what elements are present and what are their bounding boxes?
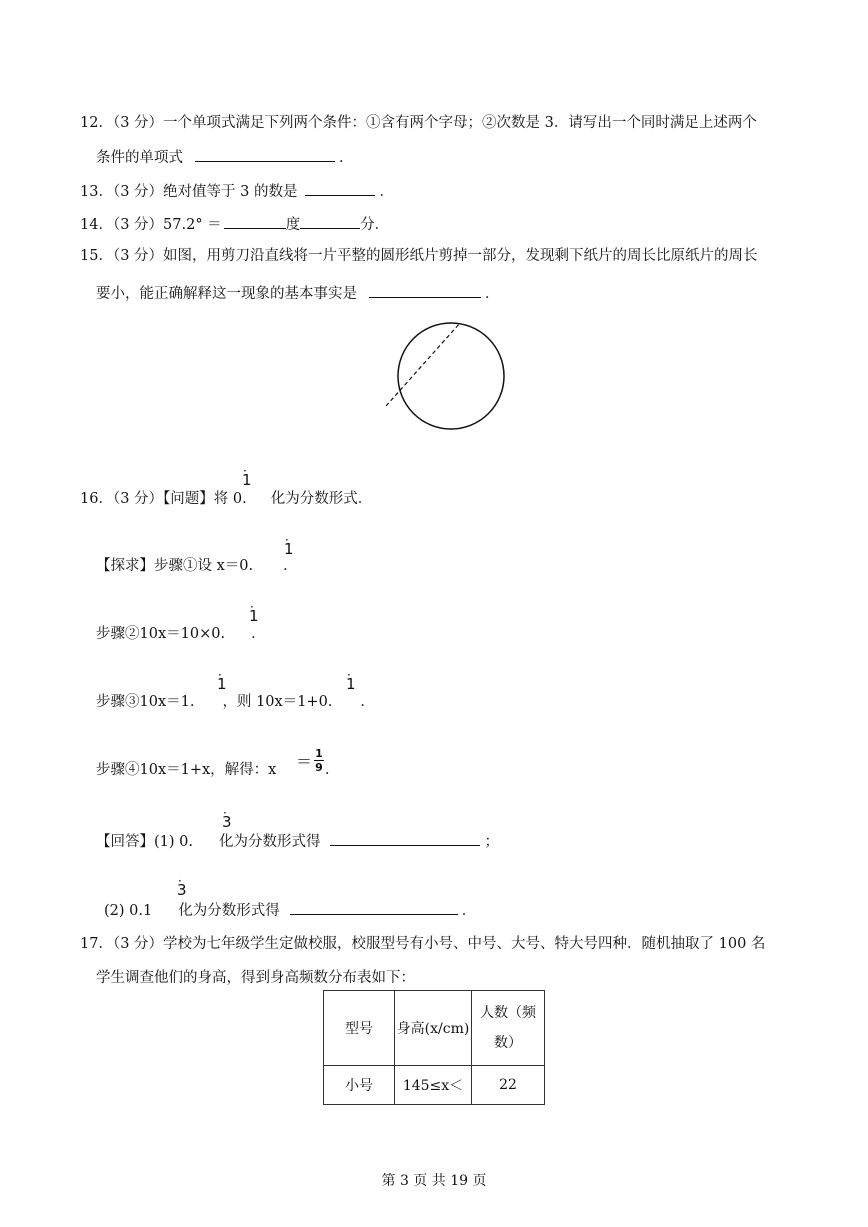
q15-line1: 15．（3 分）如图，用剪刀沿直线将一片平整的圆形纸片剪掉一部分，发现剩下纸片的周长比原纸片的周长 bbox=[80, 248, 758, 264]
header-height: 身高(x/cm) bbox=[395, 991, 472, 1066]
q16-ans2-repeating-digit: · 3 bbox=[177, 883, 187, 897]
q16-answer2 bbox=[104, 899, 476, 921]
q14-degree-blank bbox=[224, 213, 286, 229]
circle-cut-figure bbox=[380, 318, 510, 443]
q12-line2-prefix: 条件的单项式 bbox=[96, 150, 183, 166]
q16-step3 bbox=[96, 692, 375, 712]
q15-line2 bbox=[96, 282, 500, 304]
paper-circle bbox=[398, 323, 504, 429]
q12-line2-suffix: ． bbox=[339, 150, 354, 166]
q16-step2-prefix: 步骤②10x＝10×0. bbox=[96, 626, 226, 642]
q16-step2 bbox=[96, 624, 266, 644]
q16-ans1-prefix: 【回答】(1) 0. bbox=[96, 834, 193, 850]
q15-answer-blank bbox=[369, 282, 481, 298]
q16-step1-prefix: 【探求】步骤①设 x＝0. bbox=[96, 558, 254, 574]
q16-step3-repeating-digit-1: · 1 bbox=[217, 677, 227, 691]
q15-line2-suffix: ． bbox=[485, 286, 500, 302]
q16-answer1 bbox=[96, 830, 499, 852]
q13-line bbox=[80, 180, 394, 202]
q12-answer-blank bbox=[195, 146, 335, 162]
header-size: 型号 bbox=[324, 991, 395, 1066]
q16-intro-suffix: 化为分数形式． bbox=[270, 491, 373, 507]
q16-ans2-mid: 化为分数形式得 bbox=[178, 903, 280, 919]
cell-height-range: 145≤x＜ bbox=[395, 1066, 472, 1105]
q16-step2-suffix: ． bbox=[251, 626, 266, 642]
q16-ans2-suffix: ． bbox=[461, 903, 477, 919]
q16-ans2-prefix: (2) 0.1 bbox=[104, 903, 153, 919]
q12-line2 bbox=[96, 146, 354, 168]
q14-mid: 度 bbox=[285, 217, 301, 233]
q16-intro-repeating-digit: · 1 bbox=[242, 473, 252, 487]
q15-line2-prefix: 要小，能正确解释这一现象的基本事实是 bbox=[96, 286, 357, 302]
q16-ans1-repeating-digit: · 3 bbox=[222, 815, 232, 829]
q13-suffix: ． bbox=[379, 184, 394, 200]
q16-intro bbox=[80, 489, 372, 509]
q16-ans1-mid: 化为分数形式得 bbox=[218, 834, 321, 850]
q16-ans1-suffix: ； bbox=[484, 834, 499, 850]
q14-minute-blank bbox=[300, 213, 360, 229]
q16-step4-equals: ＝ bbox=[296, 752, 313, 771]
header-count-line2: 数） bbox=[494, 1035, 522, 1051]
q13-answer-blank bbox=[305, 180, 375, 196]
q16-step4-denominator: 9 bbox=[315, 761, 323, 774]
header-count bbox=[472, 991, 545, 1066]
q13-prefix: 13．（3 分）绝对值等于 3 的数是 bbox=[80, 184, 298, 200]
cut-line bbox=[386, 323, 460, 406]
q16-step2-repeating-digit: · 1 bbox=[249, 609, 259, 623]
q16-intro-prefix: 16．（3 分）【问题】将 0. bbox=[80, 491, 247, 507]
q16-step3-suffix: ． bbox=[360, 694, 375, 710]
height-frequency-table bbox=[323, 990, 545, 1105]
q17-line2: 学生调查他们的身高，得到身高频数分布表如下： bbox=[96, 970, 415, 986]
q16-step1-suffix: ． bbox=[283, 558, 298, 574]
q16-ans2-blank bbox=[290, 899, 458, 915]
q16-step4-suffix: ． bbox=[325, 762, 340, 778]
header-count-line1: 人数（频 bbox=[480, 1005, 536, 1021]
q16-step4-prefix: 步骤④10x＝1+x，解得：x bbox=[96, 762, 277, 778]
q16-step4-fraction bbox=[314, 748, 324, 773]
q14-suffix: 分． bbox=[360, 217, 390, 233]
table-row bbox=[324, 1066, 545, 1105]
q17-line1: 17．（3 分）学校为七年级学生定做校服，校服型号有小号、中号、大号、特大号四种．随机抽取了 100 名 bbox=[80, 936, 766, 952]
table-header-row bbox=[324, 991, 545, 1066]
page-footer: 第 3 页 共 19 页 bbox=[381, 1173, 487, 1189]
q16-step4-numerator: 1 bbox=[315, 747, 323, 760]
q16-step3-mid: ，则 10x＝1+0. bbox=[222, 694, 333, 710]
q14-line bbox=[80, 213, 389, 235]
q16-step3-prefix: 步骤③10x＝1. bbox=[96, 694, 195, 710]
cell-count: 22 bbox=[472, 1066, 545, 1105]
q16-step4 bbox=[96, 760, 276, 780]
q16-step3-repeating-digit-2: · 1 bbox=[346, 677, 356, 691]
q16-step1-repeating-digit: · 1 bbox=[284, 542, 294, 556]
q16-step1 bbox=[96, 556, 298, 576]
cell-size: 小号 bbox=[324, 1066, 395, 1105]
q12-line1: 12．（3 分）一个单项式满足下列两个条件：①含有两个字母；②次数是 3．请写出一个同时满足上述两个 bbox=[80, 115, 757, 131]
q16-ans1-blank bbox=[330, 830, 480, 846]
q14-prefix: 14．（3 分）57.2° ＝ bbox=[80, 217, 222, 233]
